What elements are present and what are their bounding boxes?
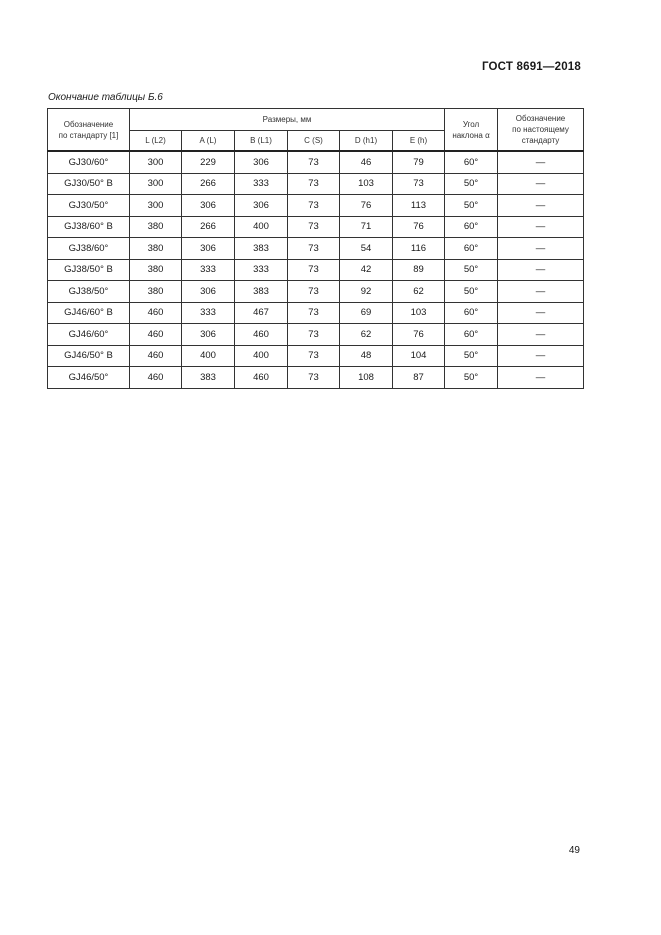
- table-cell: 73: [393, 173, 445, 195]
- table-cell: 306: [182, 281, 235, 303]
- subcol-a: A (L): [182, 131, 235, 152]
- table-cell: 73: [288, 345, 340, 367]
- subcol-d: D (h1): [340, 131, 393, 152]
- table-cell: GJ38/50° B: [48, 259, 130, 281]
- table-cell: 60°: [445, 324, 498, 346]
- table-cell: —: [498, 302, 584, 324]
- table-cell: 42: [340, 259, 393, 281]
- col-angle: Угол наклона α: [445, 109, 498, 152]
- table-cell: 73: [288, 151, 340, 173]
- table-cell: 333: [182, 302, 235, 324]
- table-cell: 76: [393, 216, 445, 238]
- table-cell: GJ30/50° B: [48, 173, 130, 195]
- table-cell: 76: [340, 195, 393, 217]
- table-cell: 60°: [445, 216, 498, 238]
- table-cell: —: [498, 151, 584, 173]
- table-cell: 383: [182, 367, 235, 389]
- table-cell: GJ46/50° B: [48, 345, 130, 367]
- table-row: [48, 238, 584, 260]
- table-cell: 333: [235, 173, 288, 195]
- table-cell: 73: [288, 281, 340, 303]
- table-cell: 460: [130, 324, 182, 346]
- table-row: [48, 324, 584, 346]
- table-cell: GJ38/60° B: [48, 216, 130, 238]
- table-cell: —: [498, 216, 584, 238]
- table-cell: 300: [130, 195, 182, 217]
- table-row: [48, 367, 584, 389]
- table-cell: 333: [235, 259, 288, 281]
- table-cell: 383: [235, 281, 288, 303]
- table-row: [48, 259, 584, 281]
- table-cell: GJ38/60°: [48, 238, 130, 260]
- table-cell: 79: [393, 151, 445, 173]
- subcol-b: B (L1): [235, 131, 288, 152]
- table-cell: GJ46/60°: [48, 324, 130, 346]
- table-cell: 87: [393, 367, 445, 389]
- col-designation-std: Обозначение по стандарту [1]: [48, 109, 130, 152]
- table-cell: 50°: [445, 195, 498, 217]
- table-cell: 54: [340, 238, 393, 260]
- table-cell: 62: [393, 281, 445, 303]
- table-cell: 266: [182, 173, 235, 195]
- table-cell: 62: [340, 324, 393, 346]
- table-cell: 229: [182, 151, 235, 173]
- table-cell: GJ46/50°: [48, 367, 130, 389]
- table-cell: —: [498, 173, 584, 195]
- table-cell: 69: [340, 302, 393, 324]
- table-cell: 116: [393, 238, 445, 260]
- page-number: 49: [568, 845, 580, 856]
- table-row: [48, 281, 584, 303]
- table-cell: 460: [130, 345, 182, 367]
- table-cell: 76: [393, 324, 445, 346]
- table-cell: 60°: [445, 151, 498, 173]
- table-cell: 460: [130, 367, 182, 389]
- table-cell: 73: [288, 216, 340, 238]
- table-cell: 306: [235, 195, 288, 217]
- table-cell: 306: [182, 238, 235, 260]
- table-cell: GJ30/60°: [48, 151, 130, 173]
- table-caption: Окончание таблицы Б.6: [48, 92, 163, 103]
- table-cell: GJ46/60° B: [48, 302, 130, 324]
- subcol-e: E (h): [393, 131, 445, 152]
- table-cell: 92: [340, 281, 393, 303]
- table-cell: 60°: [445, 302, 498, 324]
- table-cell: 73: [288, 324, 340, 346]
- table-cell: 50°: [445, 259, 498, 281]
- col-dimensions: Размеры, мм: [130, 109, 445, 131]
- subcol-l: L (L2): [130, 131, 182, 152]
- table-cell: 300: [130, 151, 182, 173]
- table-cell: 400: [182, 345, 235, 367]
- table-cell: 380: [130, 281, 182, 303]
- table-cell: 113: [393, 195, 445, 217]
- table-cell: 103: [340, 173, 393, 195]
- col-designation-this: Обозначение по настоящему стандарту: [498, 109, 584, 152]
- table-cell: 50°: [445, 367, 498, 389]
- table-cell: 333: [182, 259, 235, 281]
- table-cell: 460: [235, 324, 288, 346]
- table-cell: —: [498, 238, 584, 260]
- table-cell: —: [498, 259, 584, 281]
- table-cell: 380: [130, 216, 182, 238]
- table-cell: 73: [288, 367, 340, 389]
- dimensions-table: [47, 108, 584, 389]
- table-cell: 467: [235, 302, 288, 324]
- table-cell: 380: [130, 259, 182, 281]
- table-cell: 50°: [445, 173, 498, 195]
- table-cell: —: [498, 367, 584, 389]
- table-cell: 400: [235, 216, 288, 238]
- table-cell: 50°: [445, 345, 498, 367]
- table-cell: 306: [235, 151, 288, 173]
- table-row: [48, 216, 584, 238]
- table-cell: —: [498, 324, 584, 346]
- table-cell: 60°: [445, 238, 498, 260]
- table-row: [48, 345, 584, 367]
- subcol-c: C (S): [288, 131, 340, 152]
- table-cell: 306: [182, 195, 235, 217]
- table-row: [48, 151, 584, 173]
- table-cell: 460: [130, 302, 182, 324]
- table-row: [48, 173, 584, 195]
- table-cell: 71: [340, 216, 393, 238]
- table-cell: 48: [340, 345, 393, 367]
- table-cell: —: [498, 195, 584, 217]
- table-cell: GJ38/50°: [48, 281, 130, 303]
- table-cell: 266: [182, 216, 235, 238]
- table-cell: —: [498, 345, 584, 367]
- table-cell: 380: [130, 238, 182, 260]
- table-cell: 104: [393, 345, 445, 367]
- table-cell: 73: [288, 195, 340, 217]
- table-cell: 73: [288, 302, 340, 324]
- table-cell: 46: [340, 151, 393, 173]
- table-cell: 73: [288, 173, 340, 195]
- table-cell: —: [498, 281, 584, 303]
- table-cell: 300: [130, 173, 182, 195]
- table-cell: 73: [288, 238, 340, 260]
- table-cell: 73: [288, 259, 340, 281]
- table-row: [48, 195, 584, 217]
- table-cell: GJ30/50°: [48, 195, 130, 217]
- standard-code: ГОСТ 8691—2018: [481, 61, 581, 73]
- table-cell: 108: [340, 367, 393, 389]
- table-cell: 460: [235, 367, 288, 389]
- table-row: [48, 302, 584, 324]
- table-cell: 383: [235, 238, 288, 260]
- table-cell: 306: [182, 324, 235, 346]
- table-body: [48, 151, 584, 388]
- table-cell: 103: [393, 302, 445, 324]
- table-cell: 89: [393, 259, 445, 281]
- table-cell: 50°: [445, 281, 498, 303]
- table-cell: 400: [235, 345, 288, 367]
